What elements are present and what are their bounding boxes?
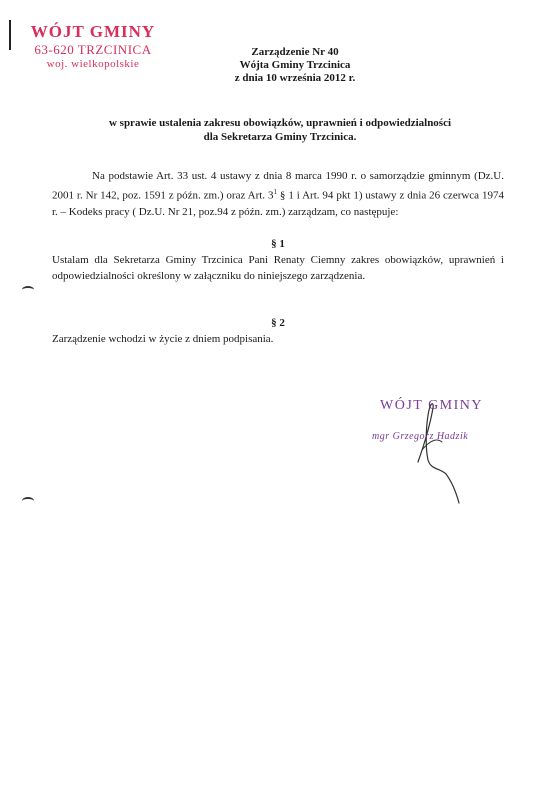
subject-line-2: dla Sekretarza Gminy Trzcinica. [203, 131, 357, 143]
section-1-heading: § 1 [271, 238, 285, 250]
document-title: Zarządzenie Nr 40 [251, 46, 339, 58]
stamp-voivodeship: woj. wielkopolskie [46, 58, 140, 70]
document-date: z dnia 10 września 2012 r. [234, 72, 356, 84]
stamp-postal-code: 63-620 TRZCINICA [34, 42, 152, 57]
signature-stamp-name: mgr Grzegorz Hadzik [372, 431, 469, 442]
document-issuer: Wójta Gminy Trzcinica [239, 59, 351, 71]
section-2-heading: § 2 [271, 317, 285, 329]
stamp-title: WÓJT GMINY [30, 22, 156, 41]
legal-basis-text-1: Na podstawie Art. 33 ust. 4 ustawy z dnia 8 marca 1990 r. o samorządzie gminnym (Dz.U. 2001 r. Nr 142, poz. 1591 z późn. zm.) oraz Art. 3 [52, 170, 504, 202]
legal-basis-superscript: 1 [273, 188, 277, 196]
signature-stamp-title: WÓJT GMINY [380, 398, 484, 413]
legal-basis-text-2: § 1 i Art. 94 pkt 1) ustawy z dnia 26 czerwca 1974 r. – Kodeks pracy ( Dz.U. Nr 21, poz.94 z późn. zm.) zarządzam, co następuje: [52, 189, 504, 218]
section-1-text: Ustalam dla Sekretarza Gminy Trzcinica Pani Renaty Ciemny zakres obowiązków, uprawnień i odpowiedzialności określony w załączniku do niniejszego zarządzenia. [52, 254, 504, 282]
subject-line-1: w sprawie ustalenia zakresu obowiązków, uprawnień i odpowiedzialności [108, 117, 452, 129]
section-2-text: Zarządzenie wchodzi w życie z dniem podpisania. [52, 333, 274, 345]
